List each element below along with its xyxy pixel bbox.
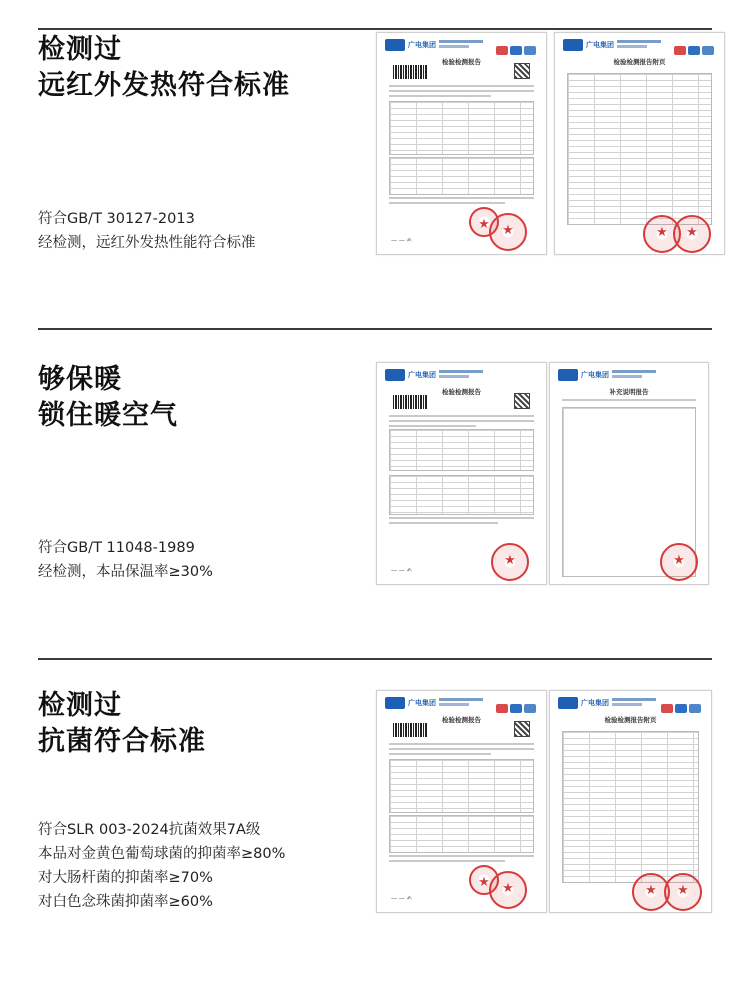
result-line: 经检测，本品保温率≥30% xyxy=(38,564,213,580)
test-report-image xyxy=(376,362,547,585)
brand-logo-text: 广电集团 xyxy=(581,371,609,379)
qr-code-icon xyxy=(514,721,530,737)
brand-logo-text: 广电集团 xyxy=(408,699,436,707)
certification-badges-icon xyxy=(672,40,716,50)
brand-logo-icon xyxy=(385,39,405,51)
heading-line-1: 够保暖 xyxy=(38,364,122,395)
certification-badges-icon xyxy=(494,40,538,50)
report-title: 检验检测报告附页 xyxy=(604,716,657,724)
report-header xyxy=(558,697,703,711)
qr-code-icon xyxy=(514,63,530,79)
heading-line-1: 检测过 xyxy=(38,34,122,65)
certification-badges-icon xyxy=(494,698,538,708)
heading-line-2: 远红外发热符合标准 xyxy=(38,70,290,101)
result-line: 经检测，远红外发热性能符合标准 xyxy=(38,235,256,251)
barcode-icon xyxy=(393,395,427,409)
official-seal-icon xyxy=(673,215,711,253)
section-description xyxy=(38,818,285,914)
standard-line: 符合SLR 003-2024抗菌效果7A级 xyxy=(38,822,261,838)
report-table xyxy=(389,429,534,471)
report-table xyxy=(389,475,534,515)
standard-line: 符合GB/T 11048-1989 xyxy=(38,540,195,556)
heading-line-2: 锁住暖空气 xyxy=(38,400,178,431)
barcode-icon xyxy=(393,723,427,737)
standard-line: 符合GB/T 30127-2013 xyxy=(38,211,195,227)
test-report-appendix-image xyxy=(554,32,725,255)
result-line: 对大肠杆菌的抑菌率≥70% xyxy=(38,870,213,886)
report-table xyxy=(389,759,534,813)
report-table xyxy=(562,731,699,883)
brand-logo-text: 广电集团 xyxy=(581,699,609,707)
official-seal-icon xyxy=(491,543,529,581)
supplementary-report-image xyxy=(549,362,709,585)
section-heading xyxy=(38,32,290,104)
test-report-image xyxy=(376,690,547,913)
signature-icon: — — ✍ xyxy=(391,567,412,574)
report-table xyxy=(389,101,534,155)
heading-line-1: 检测过 xyxy=(38,690,122,721)
heading-line-2: 抗菌符合标准 xyxy=(38,726,206,757)
section-heading xyxy=(38,362,178,434)
brand-logo-text: 广电集团 xyxy=(408,41,436,49)
brand-logo-icon xyxy=(563,39,583,51)
official-seal-icon xyxy=(664,873,702,911)
test-report-appendix-image xyxy=(549,690,712,913)
report-table xyxy=(389,157,534,195)
official-seal-icon xyxy=(660,543,698,581)
signature-icon: — — ✍ xyxy=(391,895,412,902)
report-header xyxy=(558,369,700,383)
certification-badges-icon xyxy=(659,698,703,708)
report-table xyxy=(567,73,712,225)
result-line: 对白色念珠菌抑菌率≥60% xyxy=(38,894,213,910)
section-description xyxy=(38,536,213,584)
signature-icon: — — ✍ xyxy=(391,237,412,244)
report-title: 补充说明报告 xyxy=(609,388,649,396)
brand-logo-text: 广电集团 xyxy=(408,371,436,379)
section-description xyxy=(38,207,256,255)
section-warmth xyxy=(0,330,750,650)
official-seal-icon xyxy=(469,865,499,895)
report-title: 检验检测报告附页 xyxy=(613,58,666,66)
report-header xyxy=(385,697,538,711)
section-far-infrared xyxy=(0,0,750,320)
barcode-icon xyxy=(393,65,427,79)
section-antibacterial xyxy=(0,660,750,987)
report-header xyxy=(563,39,716,53)
brand-logo-icon xyxy=(558,369,578,381)
official-seal-icon xyxy=(469,207,499,237)
report-title: 检验检测报告 xyxy=(442,58,481,66)
brand-logo-icon xyxy=(385,369,405,381)
report-title: 检验检测报告 xyxy=(442,388,481,396)
result-line: 本品对金黄色葡萄球菌的抑菌率≥80% xyxy=(38,846,286,862)
test-report-image xyxy=(376,32,547,255)
brand-logo-text: 广电集团 xyxy=(586,41,614,49)
report-header xyxy=(385,39,538,53)
qr-code-icon xyxy=(514,393,530,409)
brand-logo-icon xyxy=(385,697,405,709)
report-table xyxy=(389,815,534,853)
report-title: 检验检测报告 xyxy=(442,716,481,724)
brand-logo-icon xyxy=(558,697,578,709)
report-header xyxy=(385,369,538,383)
section-heading xyxy=(38,688,206,760)
